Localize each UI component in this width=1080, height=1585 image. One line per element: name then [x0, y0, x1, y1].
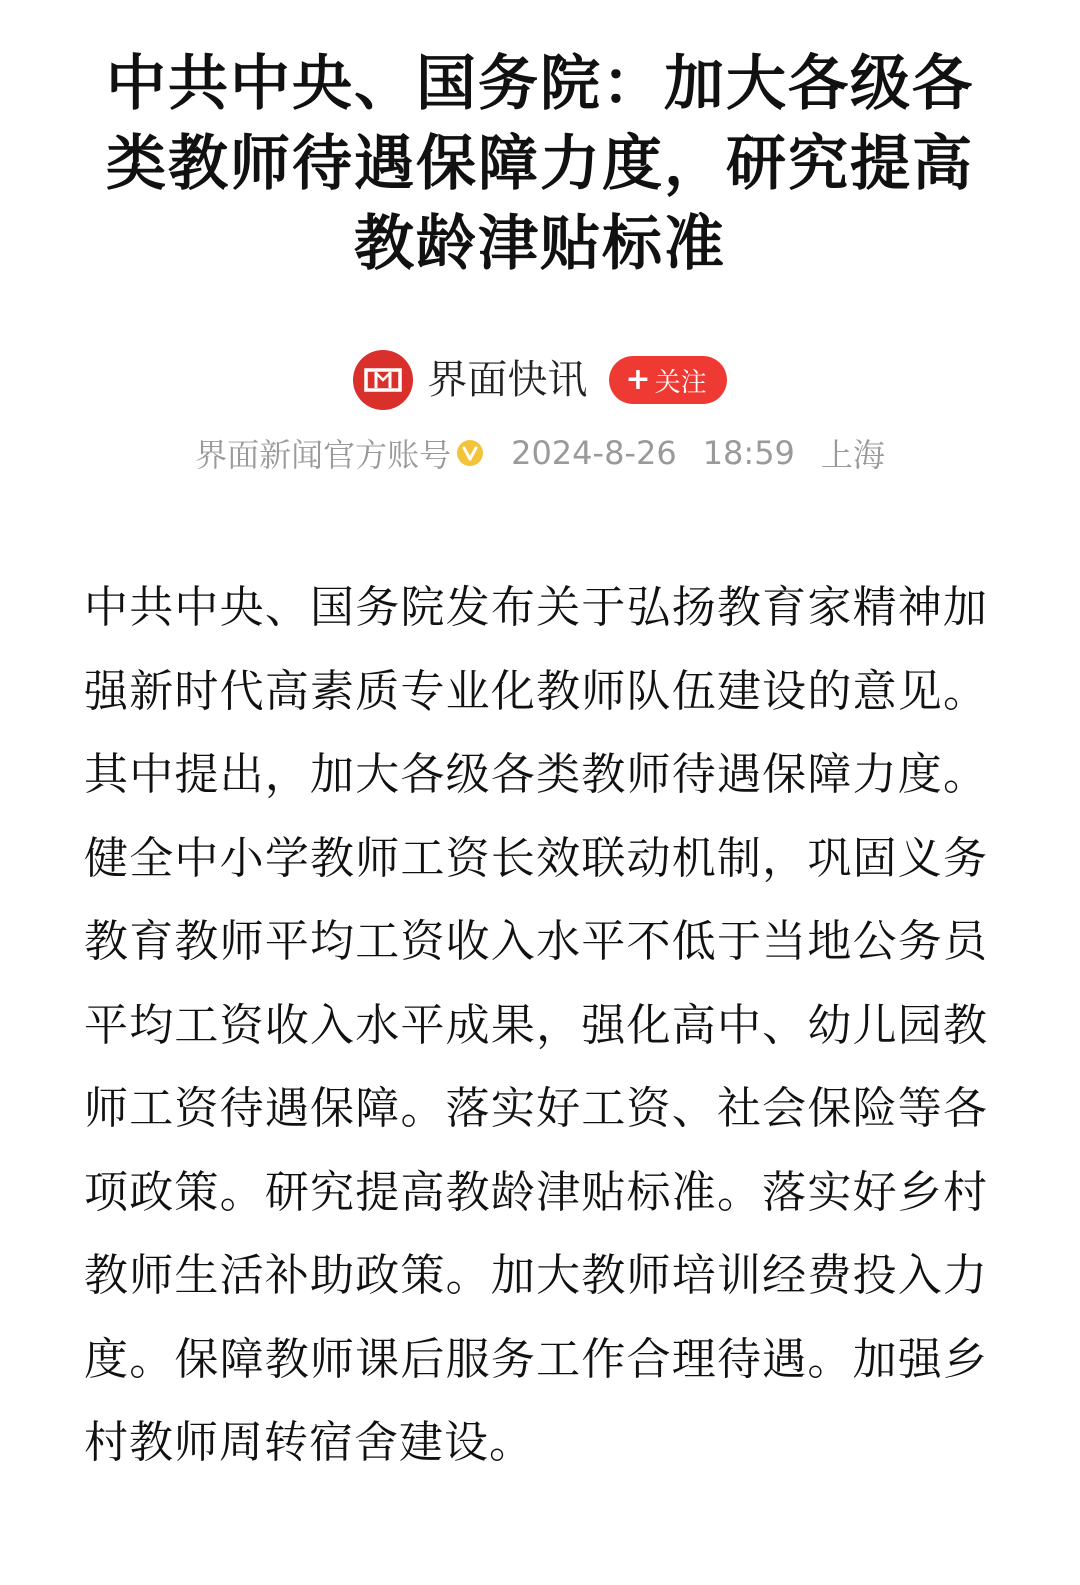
author-row — [0, 348, 1080, 412]
verified-badge-icon — [455, 438, 485, 468]
author-name[interactable]: 界面快讯 — [427, 357, 588, 403]
article-headline: 中共中央、国务院：加大各级各类教师待遇保障力度，研究提高教龄津贴标准 — [106, 49, 974, 279]
meta-row — [0, 430, 1080, 476]
publish-time: 18:59 — [702, 434, 795, 472]
publish-date: 2024-8-26 — [511, 434, 677, 472]
plus-icon: + — [625, 362, 651, 397]
account-label: 界面新闻官方账号 — [195, 436, 452, 474]
jiemian-logo-icon[interactable] — [353, 350, 413, 410]
follow-label: 关注 — [654, 367, 707, 398]
article-body: 中共中央、国务院发布关于弘扬教育家精神加强新时代高素质专业化教师队伍建设的意见。其中提出，加大各级各类教师待遇保障力度。健全中小学教师工资长效联动机制，巩固义务教育教师平均工资收入水平不低于当地公务员平均工资收入水平成果，强化高中、幼儿园教师工资待遇保障。落实好工资、社会保险等各项政策。研究提高教龄津贴标准。落实好乡村教师生活补助政策。加大教师培训经费投入力度。保障教师课后服务工作合理待遇。加强乡村教师周转宿舍建设。 — [84, 582, 988, 1468]
publish-location: 上海 — [820, 436, 885, 474]
follow-button[interactable] — [609, 356, 726, 404]
